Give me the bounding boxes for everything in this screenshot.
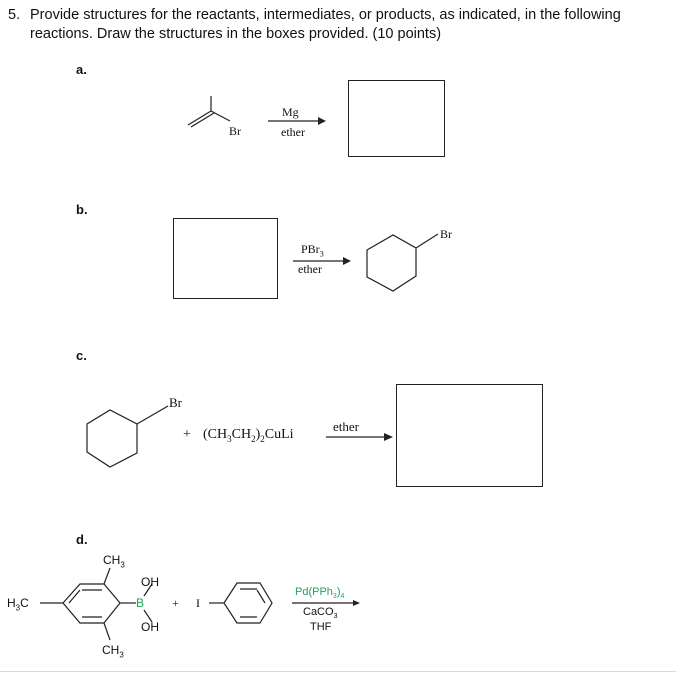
part-c-bromine-label: Br	[169, 395, 182, 410]
part-d-plus-sign: +	[172, 596, 179, 610]
part-d-oh-top: OH	[141, 575, 159, 589]
part-b-label: b.	[76, 202, 88, 217]
part-b-bromine-label: Br	[440, 227, 452, 241]
part-d-label: d.	[76, 532, 88, 547]
part-d-base: CaCO$_3$	[303, 606, 338, 621]
part-c-answer-box[interactable]	[396, 384, 543, 487]
part-a-answer-box[interactable]	[348, 80, 445, 157]
part-c-label: c.	[76, 348, 87, 363]
part-b-reagent-pbr3: PBr$_3$	[301, 242, 324, 259]
part-d-oh-bottom: OH	[141, 620, 159, 634]
part-c-arrowhead	[384, 433, 393, 441]
part-a-arrowhead	[318, 117, 326, 125]
part-d-catalyst: $Pd(PPh_3)_4$	[295, 586, 345, 601]
part-d-arrowhead	[353, 600, 360, 606]
part-d-boron-label: B	[136, 596, 145, 610]
part-b-answer-box[interactable]	[173, 218, 278, 299]
question-body: Provide structures for the reactants, intermediates, or products, as indicated, in the following reactions. Draw the structures in the boxes provided. (10 points)	[30, 7, 621, 42]
part-d-methyl-left: $H_3C$	[7, 596, 29, 613]
part-d-iodine-label: I	[196, 596, 200, 610]
part-b-arrowhead	[343, 257, 351, 265]
part-b-reagent-ether: ether	[298, 262, 322, 276]
part-a-bromopropene-structure	[188, 96, 230, 127]
part-c-cuprate-reagent: $(CH_3CH_2)_2CuLi$	[203, 427, 294, 444]
part-c-plus-sign: +	[183, 427, 191, 442]
part-d-iodobenzene-ring	[209, 583, 272, 623]
question-number: 5.	[8, 7, 21, 23]
part-a-bromine-label: Br	[229, 124, 241, 138]
page-bottom-divider	[0, 671, 676, 672]
part-d-methyl-top: $CH_3$	[103, 553, 125, 570]
part-b-cyclohexane-ring	[367, 234, 438, 291]
part-c-cyclohexane-ring	[87, 406, 168, 467]
part-d-methyl-bottom: $CH_3$	[102, 643, 124, 660]
part-d-solvent: THF	[310, 621, 332, 633]
part-c-ether-label: ether	[333, 419, 359, 434]
part-a-reagent-ether: ether	[281, 125, 305, 139]
part-a-label: a.	[76, 62, 87, 77]
part-a-reagent-mg: Mg	[282, 105, 299, 119]
